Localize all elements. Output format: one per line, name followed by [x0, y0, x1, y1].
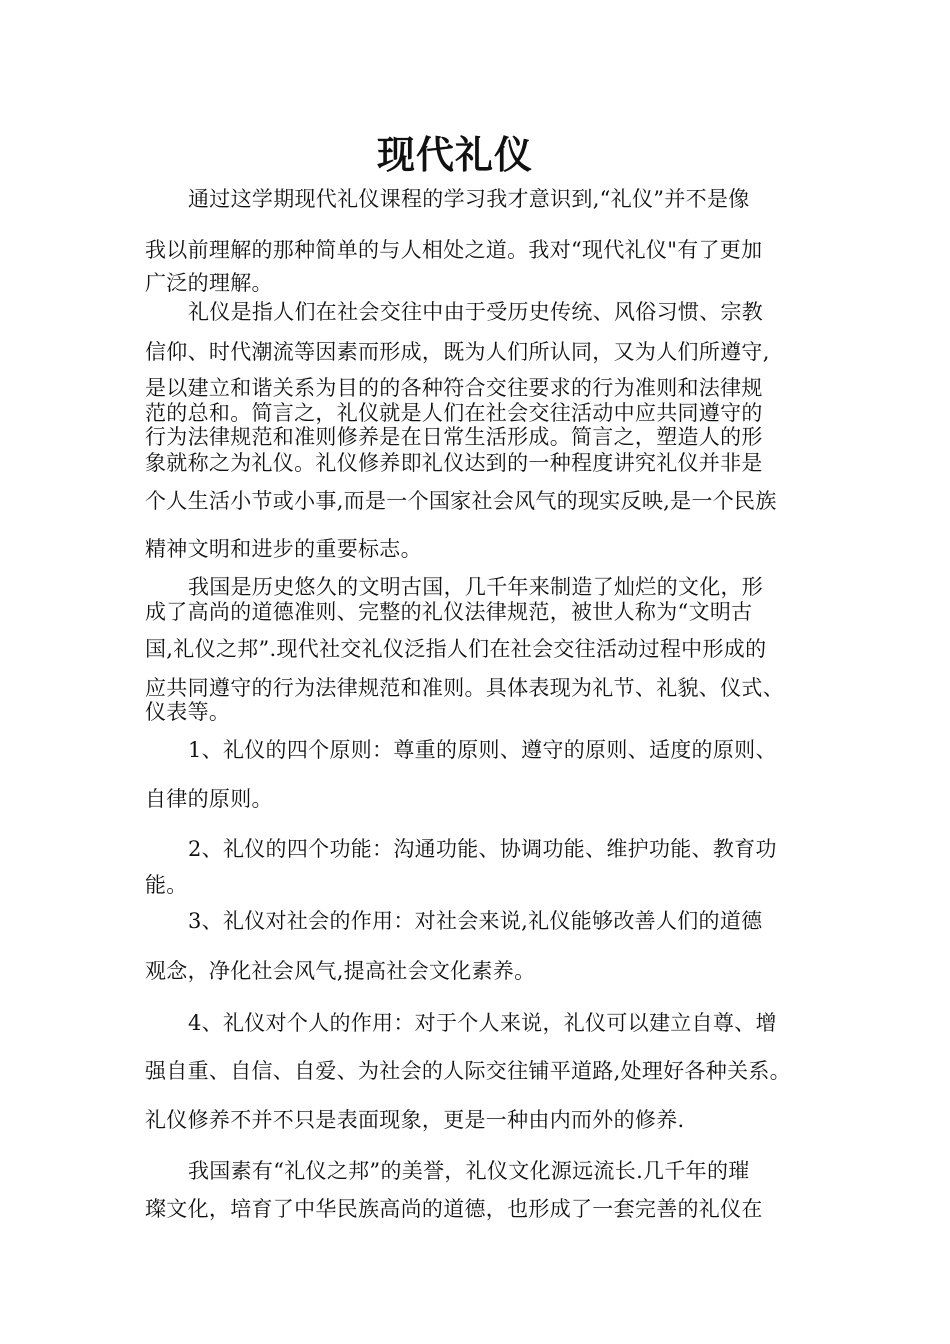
text-line: 范的总和。简言之，礼仪就是人们在社会交往活动中应共同遵守的 — [145, 401, 763, 425]
text-line: 2、礼仪的四个功能：沟通功能、协调功能、维护功能、教育功 — [188, 837, 777, 861]
text-line: 璨文化，培育了中华民族高尚的道德，也形成了一套完善的礼仪在 — [145, 1197, 763, 1221]
text-line: 强自重、自信、自爱、为社会的人际交往铺平道路,处理好各种关系。 — [145, 1059, 791, 1083]
text-line: 观念，净化社会风气,提高社会文化素养。 — [145, 959, 536, 983]
text-line: 应共同遵守的行为法律规范和准则。具体表现为礼节、礼貌、仪式、 — [145, 676, 784, 700]
text-line: 我国素有“礼仪之邦”的美誉，礼仪文化源远流长.几千年的璀 — [188, 1159, 750, 1183]
text-line: 能。 — [145, 873, 188, 897]
text-line: 3、礼仪对社会的作用：对社会来说,礼仪能够改善人们的道德 — [188, 909, 763, 933]
text-line: 是以建立和谐关系为目的的各种符合交往要求的行为准则和法律规 — [145, 376, 763, 400]
text-line: 自律的原则。 — [145, 787, 273, 811]
text-line: 1、礼仪的四个原则：尊重的原则、遵守的原则、适度的原则、 — [188, 738, 777, 762]
text-line: 礼仪是指人们在社会交往中由于受历史传统、风俗习惯、宗教 — [188, 300, 764, 324]
text-line: 个人生活小节或小事,而是一个国家社会风气的现实反映,是一个民族 — [145, 489, 777, 513]
text-line: 广泛的理解。 — [145, 271, 273, 295]
text-line: 4、礼仪对个人的作用：对于个人来说，礼仪可以建立自尊、增 — [188, 1011, 777, 1035]
document-title: 现代礼仪 — [376, 133, 533, 177]
text-line: 礼仪修养不并不只是表面现象，更是一种由内而外的修养. — [145, 1108, 685, 1132]
text-line: 仪表等。 — [145, 700, 231, 724]
text-line: 精神文明和进步的重要标志。 — [145, 537, 422, 561]
text-line: 我国是历史悠久的文明古国，几千年来制造了灿烂的文化，形 — [188, 575, 764, 599]
text-line: 行为法律规范和准则修养是在日常生活形成。简言之，塑造人的形 — [145, 425, 763, 449]
text-line: 我以前理解的那种简单的与人相处之道。我对“现代礼仪"有了更加 — [145, 238, 763, 262]
text-line: 国,礼仪之邦”.现代社交礼仪泛指人们在社会交往活动过程中形成的 — [145, 637, 767, 661]
text-line: 成了高尚的道德准则、完整的礼仪法律规范，被世人称为“文明古 — [145, 600, 753, 624]
text-line: 通过这学期现代礼仪课程的学习我才意识到,“礼仪”并不是像 — [188, 187, 750, 211]
text-line: 信仰、时代潮流等因素而形成，既为人们所认同，又为人们所遵守, — [145, 340, 770, 364]
text-line: 象就称之为礼仪。礼仪修养即礼仪达到的一种程度讲究礼仪并非是 — [145, 451, 763, 475]
